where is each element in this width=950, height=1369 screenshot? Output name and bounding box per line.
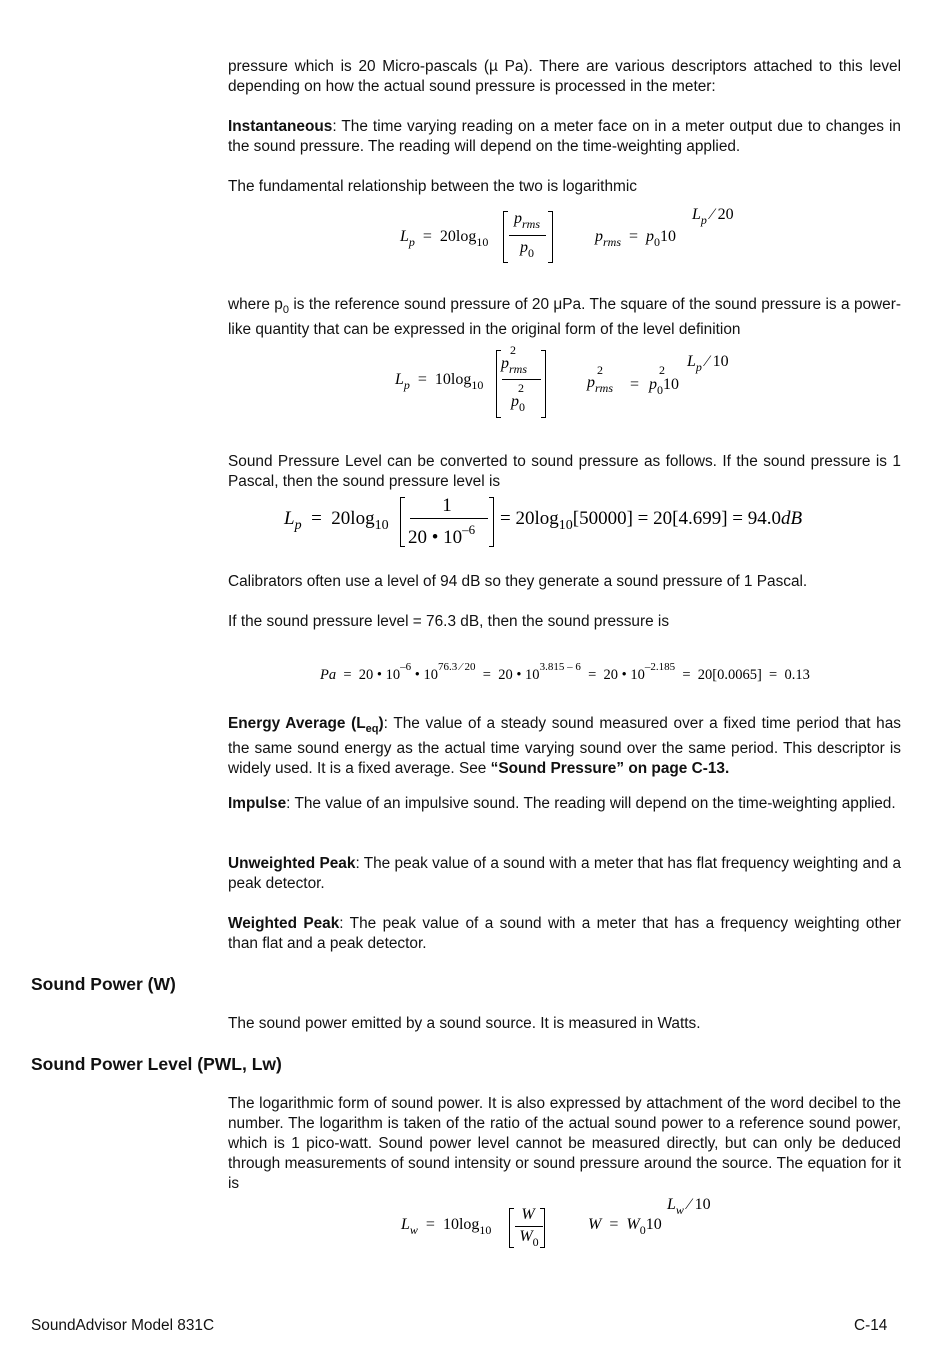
term: Instantaneous [228, 118, 333, 135]
spl-converted-paragraph: Sound Pressure Level can be converted to sound pressure as follows. If the sound pressure is 1 Pascal, then the sound pressure level is [228, 453, 901, 490]
term: Unweighted Peak [228, 855, 356, 872]
fundamental-paragraph: The fundamental relationship between the two is logarithmic [228, 178, 637, 195]
footer-product-name: SoundAdvisor Model 831C [31, 1317, 215, 1334]
heading-sound-power: Sound Power (W) [31, 974, 176, 994]
equation-94db: $L_p = 20\log_{10}$ 1 20 • $10^{-6}$ = $20\log_{10}[50000] = 20[4.699] = 94.0dB$ [284, 495, 803, 548]
intro-paragraph: pressure which is 20 Micro-pascals (µ Pa). There are various descriptors attached to this level depending on how the actual sound pressure is processed in the meter: [228, 58, 901, 95]
equation-lp-20log: $L_p = 20\log_{10}$ $p_{rms}$ $p_0$ $p_{rms} = p_010$ $L_p$ ⁄ 20 [380, 206, 780, 266]
weighted-peak-paragraph: Weighted Peak: The peak value of a sound with a meter that has a frequency weighting other than flat and a peak detector. [228, 915, 901, 952]
if-spl-paragraph: If the sound pressure level = 76.3 dB, then the sound pressure is [228, 613, 670, 630]
term: Impulse [228, 795, 287, 812]
equation-pa: Pa = 20 • $10^{-6}$ • $10^{76.3 ⁄ 20} = 20$ • $10^{3.815 - 6} = 20$ • $10^{-2.185} = 20[0.0065] = 0.13$ [320, 661, 810, 683]
term: Weighted Peak [228, 915, 340, 932]
sound-power-paragraph: The sound power emitted by a sound source. It is measured in Watts. [228, 1015, 701, 1032]
energy-average-paragraph: Energy Average $(L_{eq})$: The value of a steady sound measured over a fixed time period that has the same sound energy as the actual time varying sound over the same period. This descriptor is widely used. It is a fixed average. See “Sound Pressure” on page C-13. [228, 715, 901, 777]
cross-reference-link[interactable]: “Sound Pressure” on page C-13. [490, 760, 730, 777]
heading-sound-power-level: Sound Power Level (PWL, Lw) [31, 1054, 282, 1074]
footer-page-number: C-14 [854, 1317, 888, 1334]
pwl-paragraph: The logarithmic form of sound power. It is also expressed by attachment of the word decibel to the number. The logarithm is taken of the ratio of the actual sound power to a reference sound power, which is 1 pico-watt. Sound power level cannot be measured directly, but can only be deduced through measurements of sound intensity or sound pressure around the source. The equation for it is [228, 1095, 901, 1192]
equation-lp-10log: $L_p = 10\log_{10}$ 2 $p_{rms}$ 2 $p_0$ 2 $p_{rms}$ = 2 $p_010$ $L_p$ ⁄ 10 [375, 343, 795, 423]
instantaneous-paragraph [228, 117, 901, 157]
equation-lw: $L_w = 10\log_{10}$ W $W_0$ $W = W_010$ $L_w$ ⁄ 10 [401, 1196, 711, 1249]
impulse-paragraph: Impulse: The value of an impulsive sound. The reading will depend on the time-weighting applied. [228, 795, 896, 812]
term: Energy Average (L [228, 715, 366, 732]
calibrators-paragraph: Calibrators often use a level of 94 dB so they generate a sound pressure of 1 Pascal. [228, 573, 808, 590]
where-p0-paragraph: where $p_0$ is the reference sound pressure of 20 μPa. The square of the sound pressure is a power-like quantity that can be expressed in the original form of the level definition [228, 296, 901, 338]
definition: : The time varying reading on a meter face on in a meter output due to changes in the sound pressure. The reading will depend on the time-weighting applied. [228, 118, 901, 155]
unweighted-peak-paragraph: Unweighted Peak: The peak value of a sound with a meter that has flat frequency weighting and a peak detector. [228, 855, 902, 892]
